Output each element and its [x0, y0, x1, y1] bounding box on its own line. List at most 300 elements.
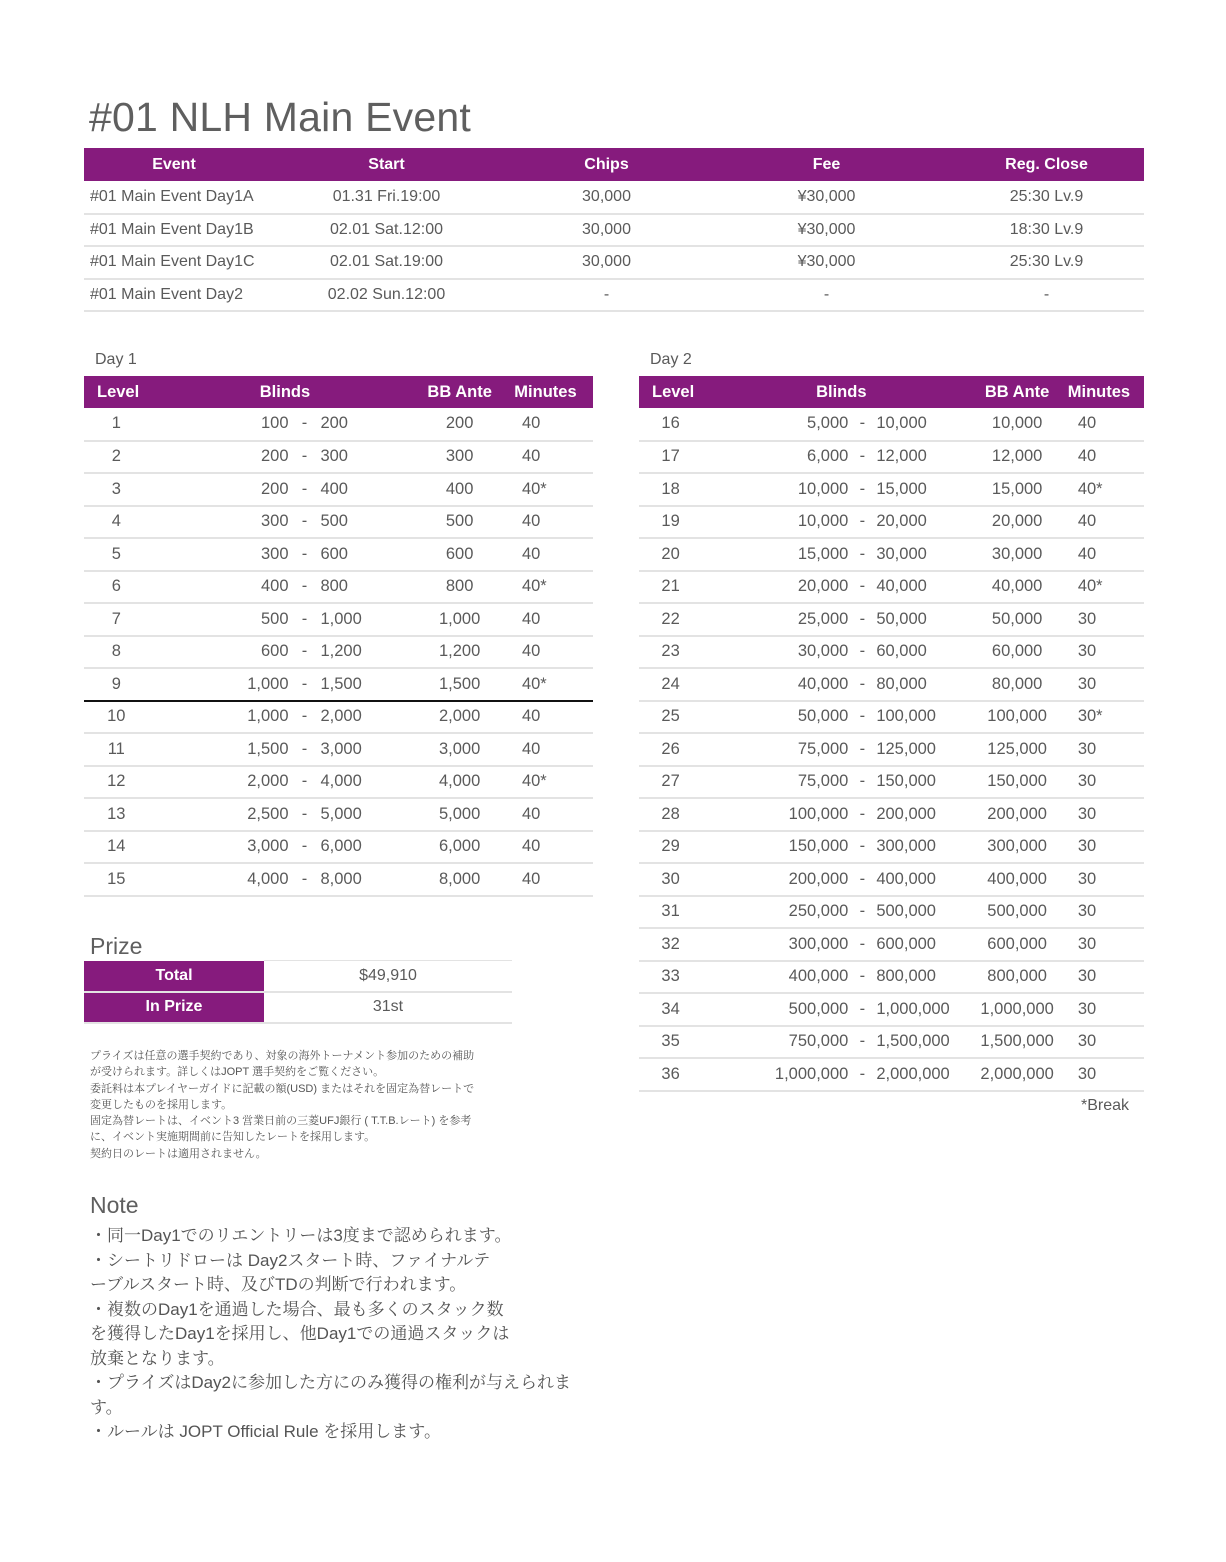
small-blind-cell: 10,000	[702, 506, 848, 539]
blind-separator: -	[289, 733, 321, 766]
blind-level-row	[639, 473, 1144, 506]
blind-separator: -	[289, 441, 321, 474]
disclaimer-line: プライズは任意の選手契約であり、対象の海外トーナメント参加のための補助	[90, 1050, 475, 1062]
bb-ante-cell: 20,000	[980, 506, 1053, 539]
blind-separator: -	[848, 441, 876, 474]
header-minutes: Minutes	[498, 376, 593, 408]
level-cell: 26	[639, 733, 702, 766]
prize-row-total	[84, 961, 512, 992]
header-start: Start	[264, 148, 509, 181]
level-cell: 27	[639, 766, 702, 799]
minutes-cell: 30	[1054, 993, 1144, 1026]
blind-separator: -	[289, 766, 321, 799]
big-blind-cell: 1,500,000	[876, 1026, 980, 1059]
bb-ante-cell: 4,000	[421, 766, 498, 799]
big-blind-cell: 40,000	[876, 571, 980, 604]
big-blind-cell: 1,000	[320, 603, 421, 636]
big-blind-cell: 600	[320, 538, 421, 571]
big-blind-cell: 1,200	[320, 636, 421, 669]
big-blind-cell: 400	[320, 473, 421, 506]
blind-separator: -	[289, 408, 321, 441]
bb-ante-cell: 80,000	[980, 668, 1053, 701]
bb-ante-cell: 400	[421, 473, 498, 506]
small-blind-cell: 750,000	[702, 1026, 848, 1059]
note-line: 放棄となります。	[90, 1348, 225, 1368]
header-fee: Fee	[704, 148, 949, 181]
bb-ante-cell: 800	[421, 571, 498, 604]
minutes-cell: 40	[1054, 506, 1144, 539]
blind-separator: -	[848, 1026, 876, 1059]
minutes-cell: 30	[1054, 928, 1144, 961]
blind-level-row	[639, 1026, 1144, 1059]
blind-separator: -	[289, 636, 321, 669]
level-cell: 16	[639, 408, 702, 441]
minutes-cell: 30	[1054, 831, 1144, 864]
minutes-cell: 40	[498, 798, 593, 831]
bb-ante-cell: 100,000	[980, 701, 1053, 734]
minutes-cell: 40	[498, 441, 593, 474]
big-blind-cell: 400,000	[876, 863, 980, 896]
blind-separator: -	[848, 571, 876, 604]
blind-separator: -	[848, 408, 876, 441]
bb-ante-cell: 12,000	[980, 441, 1053, 474]
blind-level-row	[84, 603, 593, 636]
event-row	[84, 246, 1144, 279]
big-blind-cell: 125,000	[876, 733, 980, 766]
blind-level-row	[84, 733, 593, 766]
small-blind-cell: 300,000	[702, 928, 848, 961]
minutes-cell: 40	[498, 506, 593, 539]
minutes-cell: 30	[1054, 863, 1144, 896]
blind-separator: -	[848, 538, 876, 571]
event-fee: ¥30,000	[704, 214, 949, 247]
blind-separator: -	[848, 506, 876, 539]
blind-level-row	[639, 441, 1144, 474]
small-blind-cell: 30,000	[702, 636, 848, 669]
event-start: 01.31 Fri.19:00	[264, 181, 509, 214]
bb-ante-cell: 500,000	[980, 896, 1053, 929]
big-blind-cell: 12,000	[876, 441, 980, 474]
event-fee: ¥30,000	[704, 246, 949, 279]
small-blind-cell: 1,500	[149, 733, 289, 766]
blind-level-row	[639, 961, 1144, 994]
blind-level-row	[84, 538, 593, 571]
note-body	[90, 1224, 590, 1445]
big-blind-cell: 15,000	[876, 473, 980, 506]
blind-separator: -	[289, 831, 321, 864]
small-blind-cell: 500,000	[702, 993, 848, 1026]
bb-ante-cell: 300	[421, 441, 498, 474]
blind-separator: -	[848, 473, 876, 506]
minutes-cell: 40	[498, 636, 593, 669]
blind-level-row	[639, 506, 1144, 539]
event-name: #01 Main Event Day1A	[84, 181, 264, 214]
small-blind-cell: 75,000	[702, 766, 848, 799]
minutes-cell: 40	[1054, 441, 1144, 474]
event-reg-close: -	[949, 279, 1144, 312]
bb-ante-cell: 150,000	[980, 766, 1053, 799]
blind-level-row	[84, 506, 593, 539]
level-cell: 3	[84, 473, 149, 506]
small-blind-cell: 15,000	[702, 538, 848, 571]
small-blind-cell: 3,000	[149, 831, 289, 864]
big-blind-cell: 200	[320, 408, 421, 441]
prize-label-in-prize: In Prize	[84, 992, 264, 1023]
small-blind-cell: 250,000	[702, 896, 848, 929]
bb-ante-cell: 200	[421, 408, 498, 441]
minutes-cell: 40*	[1054, 571, 1144, 604]
big-blind-cell: 5,000	[320, 798, 421, 831]
blind-level-row	[84, 831, 593, 864]
small-blind-cell: 150,000	[702, 831, 848, 864]
event-row	[84, 214, 1144, 247]
small-blind-cell: 100,000	[702, 798, 848, 831]
level-cell: 19	[639, 506, 702, 539]
level-cell: 20	[639, 538, 702, 571]
event-fee: -	[704, 279, 949, 312]
small-blind-cell: 200,000	[702, 863, 848, 896]
small-blind-cell: 1,000	[149, 668, 289, 701]
blind-level-row	[639, 636, 1144, 669]
level-cell: 6	[84, 571, 149, 604]
big-blind-cell: 6,000	[320, 831, 421, 864]
blind-level-row	[639, 766, 1144, 799]
event-chips: 30,000	[509, 214, 704, 247]
level-cell: 12	[84, 766, 149, 799]
prize-disclaimer	[90, 1048, 530, 1162]
level-cell: 7	[84, 603, 149, 636]
prize-row-in-prize	[84, 992, 512, 1023]
big-blind-cell: 800	[320, 571, 421, 604]
bb-ante-cell: 500	[421, 506, 498, 539]
day2-label: Day 2	[650, 351, 692, 368]
blind-separator: -	[848, 636, 876, 669]
blind-level-row	[84, 701, 593, 734]
minutes-cell: 40	[1054, 408, 1144, 441]
blind-separator: -	[848, 1058, 876, 1091]
small-blind-cell: 6,000	[702, 441, 848, 474]
big-blind-cell: 1,500	[320, 668, 421, 701]
header-minutes: Minutes	[1054, 376, 1144, 408]
event-chips: -	[509, 279, 704, 312]
blind-level-row	[639, 798, 1144, 831]
blind-level-row	[639, 1058, 1144, 1091]
note-title: Note	[90, 1192, 139, 1218]
small-blind-cell: 5,000	[702, 408, 848, 441]
note-line: す。	[90, 1397, 123, 1417]
blind-level-row	[639, 603, 1144, 636]
bb-ante-cell: 2,000,000	[980, 1058, 1053, 1091]
header-reg-close: Reg. Close	[949, 148, 1144, 181]
minutes-cell: 30	[1054, 961, 1144, 994]
level-cell: 34	[639, 993, 702, 1026]
bb-ante-cell: 1,500	[421, 668, 498, 701]
big-blind-cell: 4,000	[320, 766, 421, 799]
event-start: 02.01 Sat.19:00	[264, 246, 509, 279]
event-fee: ¥30,000	[704, 181, 949, 214]
blind-level-row	[84, 473, 593, 506]
level-cell: 11	[84, 733, 149, 766]
note-line: を獲得したDay1を採用し、他Day1での通過スタックは	[90, 1324, 510, 1343]
small-blind-cell: 400,000	[702, 961, 848, 994]
disclaimer-line: 固定為替レートは、イベント3 営業日前の三菱UFJ銀行 ( T.T.B.レート) を参考	[90, 1115, 472, 1128]
bb-ante-cell: 1,000	[421, 603, 498, 636]
day1-blind-table	[84, 376, 593, 897]
bb-ante-cell: 2,000	[421, 701, 498, 734]
note-line: ・プライズはDay2に参加した方にのみ獲得の権利が与えられま	[90, 1373, 572, 1392]
level-cell: 9	[84, 668, 149, 701]
blind-separator: -	[848, 961, 876, 994]
event-table-header	[84, 148, 1144, 181]
minutes-cell: 30	[1054, 603, 1144, 636]
disclaimer-line: に、イベント実施期間前に告知したレートを採用します。	[90, 1131, 376, 1144]
minutes-cell: 40*	[1054, 473, 1144, 506]
blind-level-row	[84, 863, 593, 896]
big-blind-cell: 500	[320, 506, 421, 539]
blind-level-row	[639, 571, 1144, 604]
big-blind-cell: 50,000	[876, 603, 980, 636]
small-blind-cell: 20,000	[702, 571, 848, 604]
minutes-cell: 40	[1054, 538, 1144, 571]
bb-ante-cell: 3,000	[421, 733, 498, 766]
blind-separator: -	[289, 506, 321, 539]
break-note: *Break	[1080, 1097, 1129, 1114]
big-blind-cell: 300	[320, 441, 421, 474]
header-bb-ante: BB Ante	[980, 376, 1053, 408]
event-schedule-table	[84, 148, 1144, 312]
level-cell: 2	[84, 441, 149, 474]
big-blind-cell: 60,000	[876, 636, 980, 669]
small-blind-cell: 50,000	[702, 701, 848, 734]
bb-ante-cell: 10,000	[980, 408, 1053, 441]
small-blind-cell: 40,000	[702, 668, 848, 701]
minutes-cell: 40*	[498, 571, 593, 604]
prize-label-total: Total	[84, 961, 264, 992]
bb-ante-cell: 5,000	[421, 798, 498, 831]
small-blind-cell: 300	[149, 538, 289, 571]
minutes-cell: 30*	[1054, 701, 1144, 734]
level-cell: 29	[639, 831, 702, 864]
small-blind-cell: 75,000	[702, 733, 848, 766]
level-cell: 33	[639, 961, 702, 994]
blind-separator: -	[848, 603, 876, 636]
bb-ante-cell: 30,000	[980, 538, 1053, 571]
blind-separator: -	[289, 798, 321, 831]
big-blind-cell: 200,000	[876, 798, 980, 831]
blind-separator: -	[289, 473, 321, 506]
big-blind-cell: 150,000	[876, 766, 980, 799]
blind-separator: -	[848, 733, 876, 766]
big-blind-cell: 20,000	[876, 506, 980, 539]
small-blind-cell: 2,000	[149, 766, 289, 799]
disclaimer-line: 契約日のレートは適用されません。	[90, 1147, 267, 1160]
header-level: Level	[639, 376, 702, 408]
page-title: #01 NLH Main Event	[89, 94, 471, 140]
event-reg-close: 25:30 Lv.9	[949, 181, 1144, 214]
small-blind-cell: 300	[149, 506, 289, 539]
big-blind-cell: 100,000	[876, 701, 980, 734]
blind-separator: -	[848, 668, 876, 701]
level-cell: 13	[84, 798, 149, 831]
disclaimer-line: 変更したものを採用します。	[90, 1098, 233, 1111]
blind-separator: -	[289, 668, 321, 701]
bb-ante-cell: 800,000	[980, 961, 1053, 994]
blind-separator: -	[848, 701, 876, 734]
level-cell: 24	[639, 668, 702, 701]
big-blind-cell: 80,000	[876, 668, 980, 701]
blind-separator: -	[848, 798, 876, 831]
event-reg-close: 25:30 Lv.9	[949, 246, 1144, 279]
level-cell: 21	[639, 571, 702, 604]
note-line: ・複数のDay1を通過した場合、最も多くのスタック数	[90, 1299, 504, 1319]
blind-separator: -	[848, 993, 876, 1026]
big-blind-cell: 3,000	[320, 733, 421, 766]
minutes-cell: 30	[1054, 896, 1144, 929]
blind-level-row	[639, 733, 1144, 766]
big-blind-cell: 10,000	[876, 408, 980, 441]
bb-ante-cell: 300,000	[980, 831, 1053, 864]
bb-ante-cell: 8,000	[421, 863, 498, 896]
blind-separator: -	[848, 766, 876, 799]
blind-level-row	[639, 863, 1144, 896]
small-blind-cell: 200	[149, 473, 289, 506]
level-cell: 28	[639, 798, 702, 831]
event-start: 02.02 Sun.12:00	[264, 279, 509, 312]
minutes-cell: 40*	[498, 473, 593, 506]
small-blind-cell: 1,000	[149, 701, 289, 734]
level-cell: 4	[84, 506, 149, 539]
level-cell: 18	[639, 473, 702, 506]
level-cell: 25	[639, 701, 702, 734]
blind-level-row	[639, 701, 1144, 734]
minutes-cell: 30	[1054, 798, 1144, 831]
minutes-cell: 40	[498, 603, 593, 636]
header-level: Level	[84, 376, 149, 408]
blind-level-row	[84, 441, 593, 474]
day2-blind-table	[639, 376, 1144, 1092]
blind-level-row	[639, 993, 1144, 1026]
big-blind-cell: 300,000	[876, 831, 980, 864]
big-blind-cell: 2,000	[320, 701, 421, 734]
big-blind-cell: 1,000,000	[876, 993, 980, 1026]
small-blind-cell: 600	[149, 636, 289, 669]
minutes-cell: 40	[498, 733, 593, 766]
event-name: #01 Main Event Day1B	[84, 214, 264, 247]
big-blind-cell: 8,000	[320, 863, 421, 896]
level-cell: 8	[84, 636, 149, 669]
level-cell: 17	[639, 441, 702, 474]
minutes-cell: 40	[498, 863, 593, 896]
blind-level-row	[639, 668, 1144, 701]
day1-label: Day 1	[95, 351, 137, 368]
big-blind-cell: 2,000,000	[876, 1058, 980, 1091]
minutes-cell: 40*	[498, 668, 593, 701]
day2-table-header	[639, 376, 1144, 408]
bb-ante-cell: 400,000	[980, 863, 1053, 896]
bb-ante-cell: 125,000	[980, 733, 1053, 766]
prize-value-in-prize: 31st	[264, 992, 512, 1023]
blind-level-row	[639, 538, 1144, 571]
minutes-cell: 30	[1054, 733, 1144, 766]
blind-separator: -	[289, 538, 321, 571]
blind-level-row	[639, 928, 1144, 961]
blind-separator: -	[848, 863, 876, 896]
bb-ante-cell: 60,000	[980, 636, 1053, 669]
header-event: Event	[84, 148, 264, 181]
note-line: ーブルスタート時、及びTDの判断で行われます。	[90, 1275, 467, 1294]
bb-ante-cell: 40,000	[980, 571, 1053, 604]
minutes-cell: 30	[1054, 1026, 1144, 1059]
prize-table	[84, 960, 512, 1024]
header-blinds: Blinds	[702, 376, 980, 408]
big-blind-cell: 30,000	[876, 538, 980, 571]
blind-separator: -	[289, 603, 321, 636]
event-chips: 30,000	[509, 181, 704, 214]
bb-ante-cell: 6,000	[421, 831, 498, 864]
day1-table-header	[84, 376, 593, 408]
blind-separator: -	[848, 928, 876, 961]
small-blind-cell: 25,000	[702, 603, 848, 636]
header-bb-ante: BB Ante	[421, 376, 498, 408]
small-blind-cell: 200	[149, 441, 289, 474]
note-line: ・ルールは JOPT Official Rule を採用します。	[90, 1422, 441, 1441]
blind-separator: -	[289, 571, 321, 604]
small-blind-cell: 2,500	[149, 798, 289, 831]
big-blind-cell: 600,000	[876, 928, 980, 961]
small-blind-cell: 10,000	[702, 473, 848, 506]
minutes-cell: 40	[498, 831, 593, 864]
level-cell: 22	[639, 603, 702, 636]
event-row	[84, 181, 1144, 214]
bb-ante-cell: 200,000	[980, 798, 1053, 831]
level-cell: 5	[84, 538, 149, 571]
bb-ante-cell: 15,000	[980, 473, 1053, 506]
bb-ante-cell: 1,200	[421, 636, 498, 669]
minutes-cell: 40	[498, 408, 593, 441]
event-reg-close: 18:30 Lv.9	[949, 214, 1144, 247]
minutes-cell: 30	[1054, 1058, 1144, 1091]
disclaimer-line: 委託料は本プレイヤーガイドに記載の額(USD) またはそれを固定為替レートで	[90, 1082, 475, 1095]
prize-title: Prize	[90, 933, 143, 959]
blind-level-row	[84, 798, 593, 831]
big-blind-cell: 500,000	[876, 896, 980, 929]
blind-level-row	[84, 636, 593, 669]
blind-level-row	[639, 831, 1144, 864]
event-start: 02.01 Sat.12:00	[264, 214, 509, 247]
small-blind-cell: 4,000	[149, 863, 289, 896]
level-cell: 23	[639, 636, 702, 669]
level-cell: 31	[639, 896, 702, 929]
small-blind-cell: 100	[149, 408, 289, 441]
blind-separator: -	[289, 863, 321, 896]
bb-ante-cell: 600	[421, 538, 498, 571]
blind-level-row	[84, 571, 593, 604]
level-cell: 36	[639, 1058, 702, 1091]
minutes-cell: 30	[1054, 766, 1144, 799]
event-name: #01 Main Event Day1C	[84, 246, 264, 279]
minutes-cell: 30	[1054, 668, 1144, 701]
blind-level-row	[84, 408, 593, 441]
blind-level-row	[639, 896, 1144, 929]
blind-separator: -	[848, 896, 876, 929]
minutes-cell: 40*	[498, 766, 593, 799]
minutes-cell: 40	[498, 538, 593, 571]
big-blind-cell: 800,000	[876, 961, 980, 994]
event-chips: 30,000	[509, 246, 704, 279]
small-blind-cell: 500	[149, 603, 289, 636]
event-row	[84, 279, 1144, 312]
bb-ante-cell: 50,000	[980, 603, 1053, 636]
